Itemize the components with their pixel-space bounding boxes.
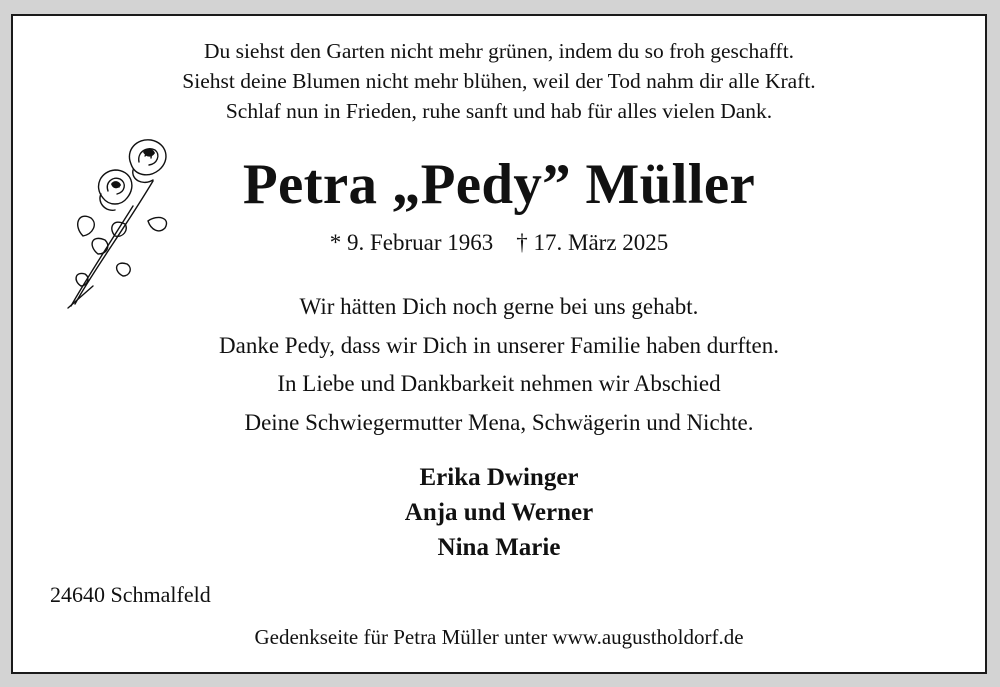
obituary-card: [11, 14, 987, 674]
location: 24640 Schmalfeld: [50, 582, 211, 607]
verse-line: Siehst deine Blumen nicht mehr blühen, weil der Tod nahm dir alle Kraft.: [182, 69, 816, 93]
message-line: Danke Pedy, dass wir Dich in unserer Familie haben durften.: [219, 332, 779, 358]
verse-line: Schlaf nun in Frieden, ruhe sanft und hab für alles vielen Dank.: [225, 99, 773, 123]
farewell-message: [13, 288, 985, 442]
mourners-list: [13, 460, 985, 565]
birth-date: * 9. Februar 1963: [329, 230, 494, 255]
mourner-name: Nina Marie: [437, 534, 561, 561]
verse-block: [13, 36, 985, 126]
message-line: Wir hätten Dich noch gerne bei uns gehabt.: [299, 294, 699, 319]
mourner-name: Anja und Werner: [404, 499, 594, 526]
life-dates: [13, 228, 985, 258]
verse-line: Du siehst den Garten nicht mehr grünen, indem du so froh geschafft.: [203, 39, 795, 63]
memorial-page-note: Gedenkseite für Petra Müller unter www.augustholdorf.de: [254, 625, 744, 649]
message-line: In Liebe und Dankbarkeit nehmen wir Abschied: [277, 371, 721, 396]
mourner-name: Erika Dwinger: [419, 464, 579, 491]
message-line: Deine Schwiegermutter Mena, Schwägerin und Nichte.: [244, 409, 754, 435]
deceased-name: Petra „Pedy” Müller: [242, 153, 756, 216]
death-date: † 17. März 2025: [516, 230, 669, 255]
